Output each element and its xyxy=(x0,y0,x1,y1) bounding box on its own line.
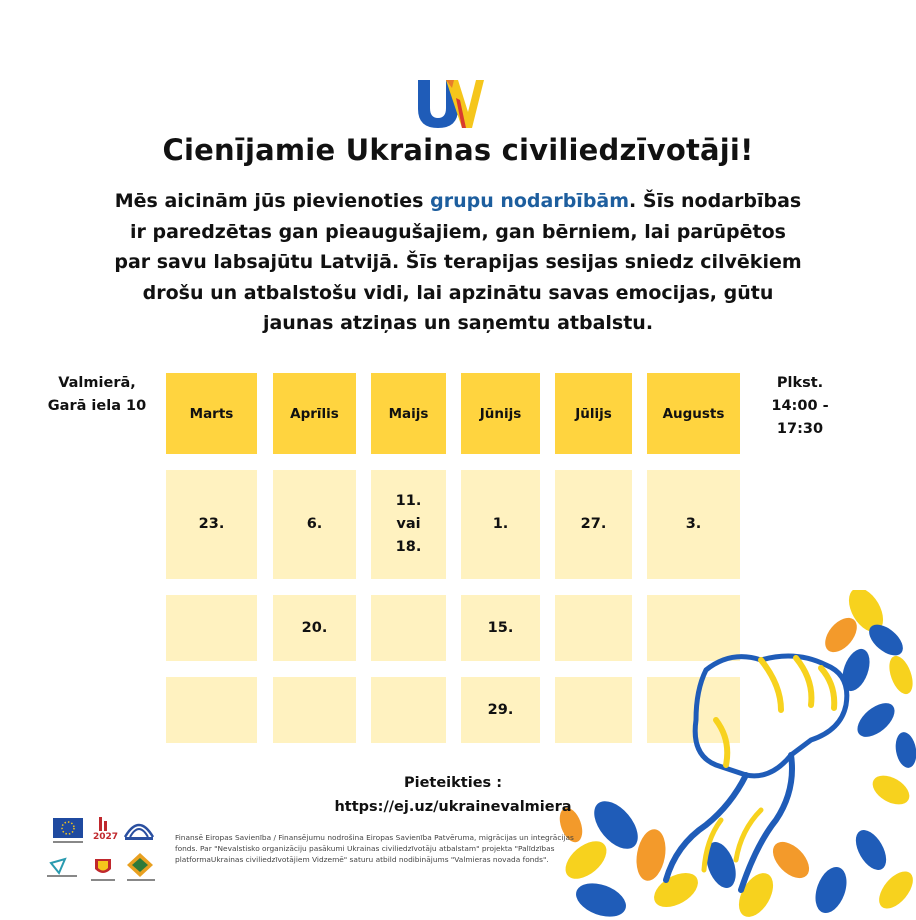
month-header: Aprīlis xyxy=(273,373,356,454)
date-cell: 15. xyxy=(461,595,540,661)
svg-text:2027: 2027 xyxy=(93,832,119,842)
intro-highlight: grupu nodarbībām xyxy=(430,190,630,212)
intro-lead-end: . xyxy=(629,190,637,212)
date-cell: 23. xyxy=(166,470,257,579)
month-header: Jūnijs xyxy=(461,373,540,454)
leaves-icon xyxy=(556,590,916,920)
date-cell: 20. xyxy=(273,595,356,661)
valmiera-2027-logo xyxy=(93,817,118,842)
signup-link[interactable]: https://ej.uz/ukrainevalmiera xyxy=(334,799,572,815)
signup-info xyxy=(320,771,586,819)
intro-rest: Šīs nodarbības ir paredzētas gan pieaugušajiem, gan bērniem, lai parūpētos par savu labsajūtu Latvijā. Šīs terapijas sesijas sniedz cilvēkiem drošu un atbalstošu vidi, lai apzinātu savas emocijas, gūtu jaunas atziņas un saņemtu atbalstu. xyxy=(114,190,802,334)
diamond-logo xyxy=(127,853,155,881)
location-line2: Garā iela 10 xyxy=(47,398,147,414)
signup-label: Pieteikties : xyxy=(403,775,503,791)
date-cell xyxy=(273,677,356,743)
time-range: 14:00 - 17:30 xyxy=(771,398,829,437)
date-cell xyxy=(371,595,446,661)
page-title: Cienījamie Ukrainas civiliedzīvotāji! xyxy=(162,133,754,167)
intro-text xyxy=(110,186,806,339)
month-header: Jūlijs xyxy=(555,373,632,454)
month-header: Maijs xyxy=(371,373,446,454)
date-cell xyxy=(371,677,446,743)
coat-of-arms-logo xyxy=(91,859,115,881)
fist-leaves-illustration xyxy=(556,590,916,920)
date-cell: 1. xyxy=(461,470,540,579)
month-header: Augusts xyxy=(647,373,740,454)
date-cell xyxy=(166,595,257,661)
date-cell: 27. xyxy=(555,470,632,579)
uv-logo-icon xyxy=(416,78,484,130)
month-header: Marts xyxy=(166,373,257,454)
time-label xyxy=(748,372,852,441)
time-label-text: Plkst. xyxy=(776,375,824,391)
date-cell: 6. xyxy=(273,470,356,579)
location-label xyxy=(38,372,156,418)
date-cell xyxy=(166,677,257,743)
location-line1: Valmierā, xyxy=(58,375,136,391)
sponsor-logos xyxy=(45,815,165,905)
ukraine-support-logo xyxy=(47,859,77,877)
date-cell: 11. vai 18. xyxy=(371,470,446,579)
funding-disclaimer: Finansē Eiropas Savienība / Finansējumu nodrošina Eiropas Savienība Patvēruma, migrācijas un integrācijas fonds. Par "Nevalstisko organizāciju pasākumi Ukrainas civiliedzīvotāju atbalstam" projekta "Palīdzības platformaUkrainas civiliedzīvotājiem Vidzemē" saturu atbild nodibinājums "Valmieras novada fonds". xyxy=(175,833,574,864)
arch-logo xyxy=(125,825,153,840)
date-cell: 3. xyxy=(647,470,740,579)
intro-lead: Mēs aicinām jūs pievienoties xyxy=(114,190,431,212)
date-cell: 29. xyxy=(461,677,540,743)
fist-icon xyxy=(666,656,847,890)
eu-flag-logo xyxy=(53,818,83,843)
